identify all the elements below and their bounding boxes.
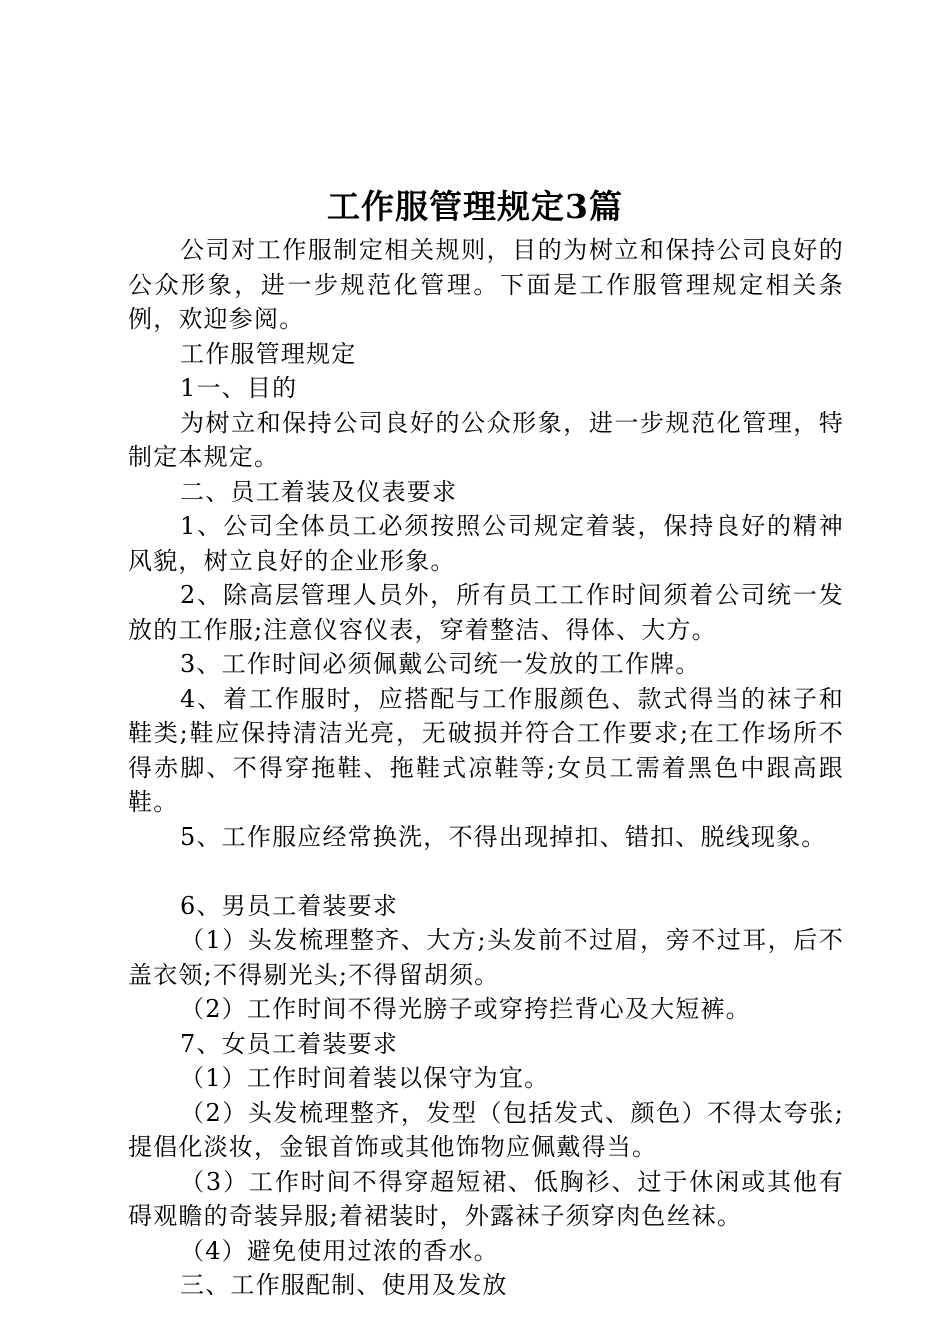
paragraph-item-5: 5、工作服应经常换洗，不得出现掉扣、错扣、脱线现象。: [180, 822, 827, 851]
paragraph-heading-purpose: 1一、目的: [180, 374, 298, 402]
paragraph-intro: 公司对工作服制定相关规则，目的为树立和保持公司良好的公众形象，进一步规范化管理。下面是工作服管理规定相关条例，欢迎参阅。: [128, 236, 844, 333]
paragraph-item-1: 1、公司全体员工必须按照公司规定着装，保持良好的精神风貌，树立良好的企业形象。: [128, 512, 844, 575]
paragraph-heading-regulation: 工作服管理规定: [180, 339, 357, 368]
paragraph-heading-dress-requirements: 二、员工着装及仪表要求: [180, 477, 458, 506]
paragraph-female-sub-4: （4）避免使用过浓的香水。: [180, 1236, 499, 1265]
paragraph-item-7-female: 7、女员工着装要求: [180, 1029, 399, 1058]
blank-line: [128, 854, 844, 889]
paragraph-item-6-male: 6、男员工着装要求: [180, 891, 399, 920]
paragraph-item-3: 3、工作时间必须佩戴公司统一发放的工作牌。: [180, 650, 701, 678]
paragraph-item-4: 4、着工作服时，应搭配与工作服颜色、款式得当的袜子和鞋类;鞋应保持清洁光亮，无破损并符合工作要求;在工作场所不得赤脚、不得穿拖鞋、拖鞋式凉鞋等;女员工需着黑色中跟高跟鞋。: [128, 684, 844, 816]
paragraph-male-sub-1: （1）头发梳理整齐、大方;头发前不过眉，旁不过耳，后不盖衣领;不得剔光头;不得留胡须。: [128, 926, 844, 989]
paragraph-female-sub-2: （2）头发梳理整齐，发型（包括发式、颜色）不得太夸张;提倡化淡妆，金银首饰或其他饰物应佩戴得当。: [128, 1098, 844, 1161]
paragraph-female-sub-3: （3）工作时间不得穿超短裙、低胸衫、过于休闲或其他有碍观瞻的奇装异服;着裙装时，外露袜子须穿肉色丝袜。: [128, 1167, 844, 1230]
paragraph-item-2: 2、除高层管理人员外，所有员工工作时间须着公司统一发放的工作服;注意仪容仪表，穿着整洁、得体、大方。: [128, 581, 844, 644]
document-title: 工作服管理规定3篇: [327, 187, 623, 226]
paragraph-purpose-text: 为树立和保持公司良好的公众形象，进一步规范化管理，特制定本规定。: [128, 408, 844, 471]
paragraph-male-sub-2: （2）工作时间不得光膀子或穿挎拦背心及大短裤。: [180, 995, 751, 1023]
paragraph-heading-issuance: 三、工作服配制、使用及发放: [180, 1271, 508, 1299]
paragraph-female-sub-1: （1）工作时间着装以保守为宜。: [180, 1064, 550, 1092]
document-body: [128, 233, 844, 1303]
